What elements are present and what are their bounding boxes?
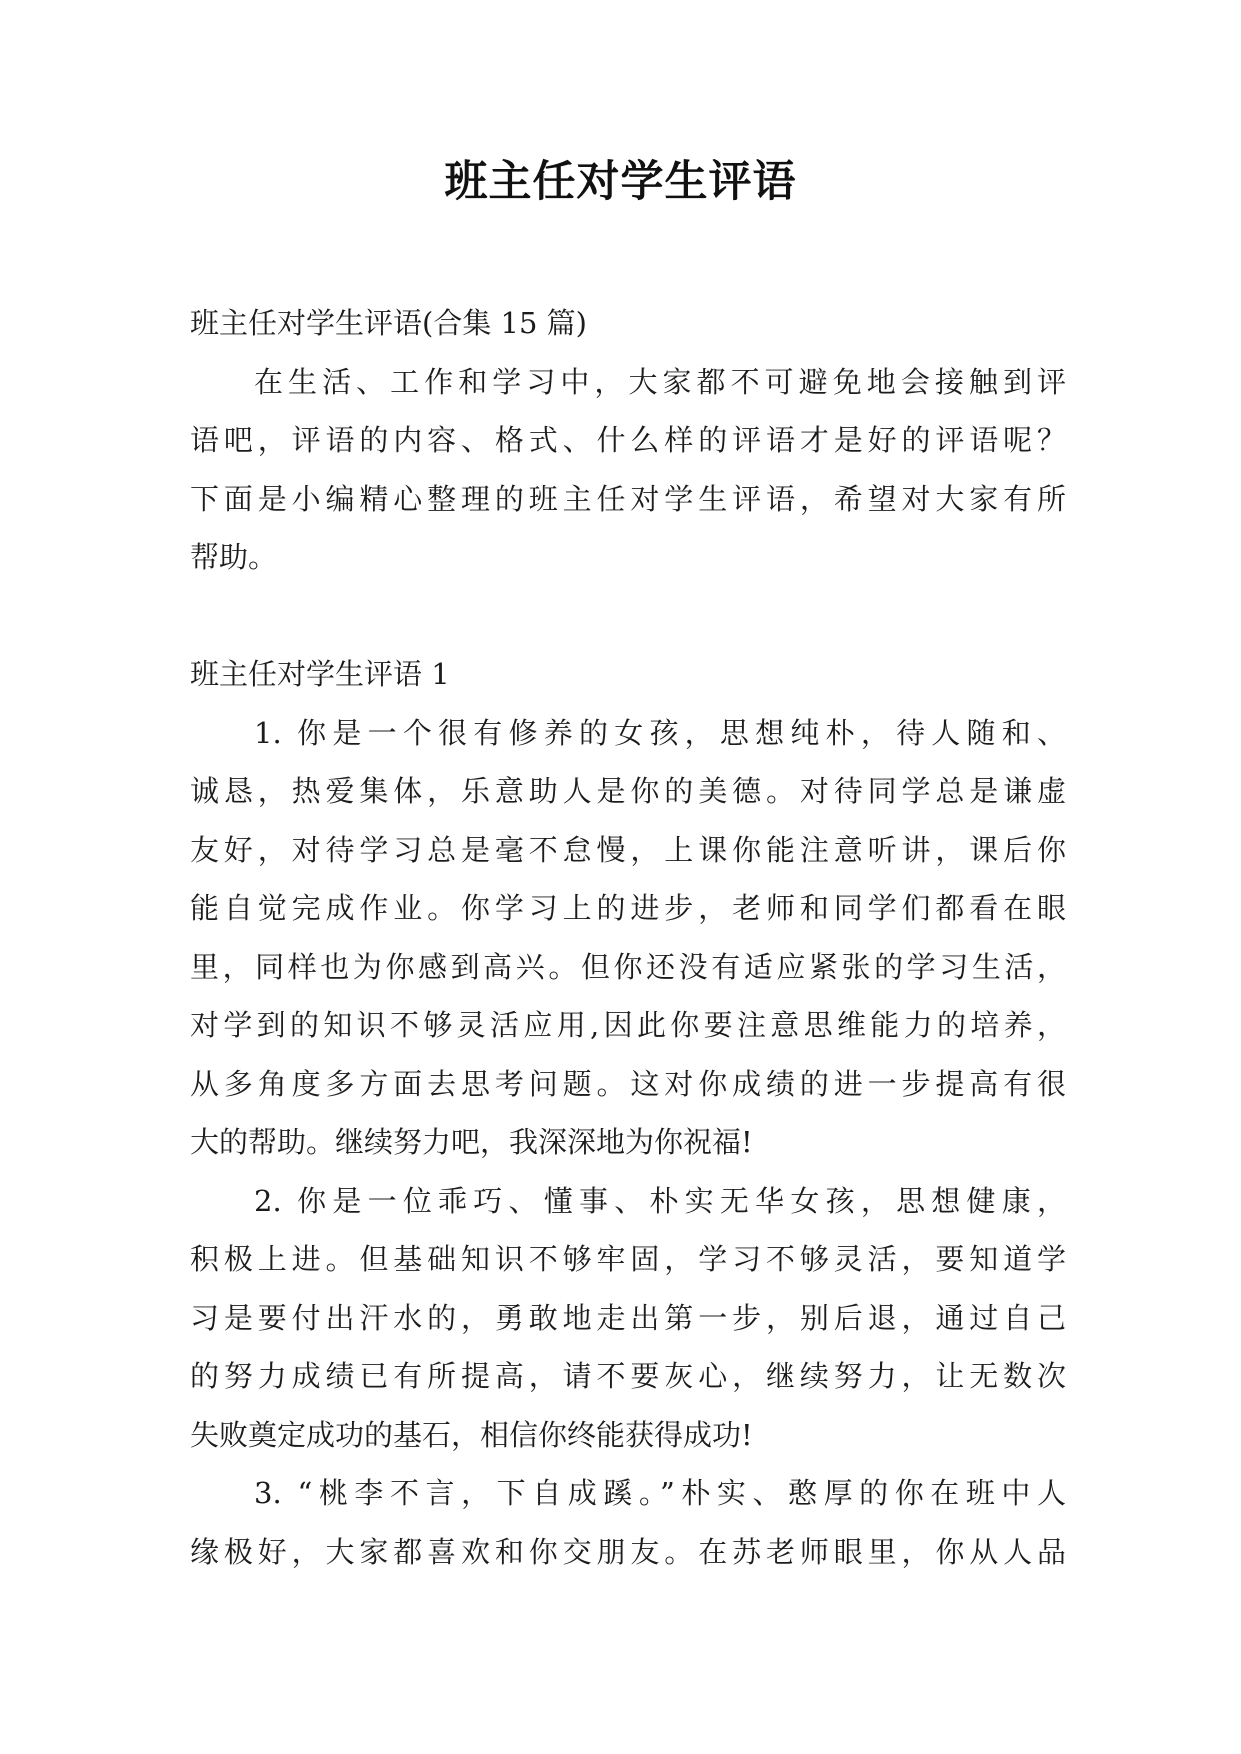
- intro-line: 下面是小编精心整理的班主任对学生评语，希望对大家有所: [190, 481, 1066, 516]
- comment-1-line: 友好，对待学习总是毫不怠慢，上课你能注意听讲，课后你: [190, 832, 1066, 867]
- section-heading: 班主任对学生评语 1: [190, 657, 450, 691]
- comment-3-line: 3. “桃李不言，下自成蹊。”朴实、憨厚的你在班中人: [254, 1476, 1066, 1510]
- comment-1-line: 1. 你是一个很有修养的女孩，思想纯朴，待人随和、: [254, 715, 1066, 750]
- intro-line: 帮助。: [190, 540, 278, 574]
- document-title: 班主任对学生评语: [444, 157, 797, 207]
- comment-2-line: 失败奠定成功的基石，相信你终能获得成功!: [190, 1417, 753, 1452]
- document-body: [190, 294, 1066, 1581]
- comment-1-line: 从多角度多方面去思考问题。这对你成绩的进一步提高有很: [190, 1066, 1066, 1101]
- comment-3-line: 缘极好，大家都喜欢和你交朋友。在苏老师眼里，你从人品: [190, 1534, 1066, 1569]
- comment-2-line: 习是要付出汗水的，勇敢地走出第一步，别后退，通过自己: [190, 1300, 1066, 1335]
- comment-1-line: 能自觉完成作业。你学习上的进步，老师和同学们都看在眼: [190, 891, 1066, 925]
- comment-1-line: 诚恳，热爱集体，乐意助人是你的美德。对待同学总是谦虚: [190, 774, 1066, 808]
- comment-1-line: 大的帮助。继续努力吧，我深深地为你祝福!: [190, 1125, 753, 1159]
- comment-2-line: 的努力成绩已有所提高，请不要灰心，继续努力，让无数次: [190, 1359, 1066, 1393]
- paragraph-spacer: [190, 587, 1066, 646]
- intro-line: 语吧，评语的内容、格式、什么样的评语才是好的评语呢？: [190, 423, 1066, 457]
- comment-1-line: 对学到的知识不够灵活应用,因此你要注意思维能力的培养，: [190, 1008, 1066, 1042]
- comment-1-line: 里，同样也为你感到高兴。但你还没有适应紧张的学习生活，: [190, 949, 1066, 984]
- intro-line: 在生活、工作和学习中，大家都不可避免地会接触到评: [254, 364, 1066, 399]
- comment-2-line: 积极上进。但基础知识不够牢固，学习不够灵活，要知道学: [190, 1242, 1066, 1276]
- collection-subtitle: 班主任对学生评语(合集 15 篇): [190, 306, 587, 340]
- comment-2-line: 2. 你是一位乖巧、懂事、朴实无华女孩，思想健康，: [254, 1183, 1066, 1218]
